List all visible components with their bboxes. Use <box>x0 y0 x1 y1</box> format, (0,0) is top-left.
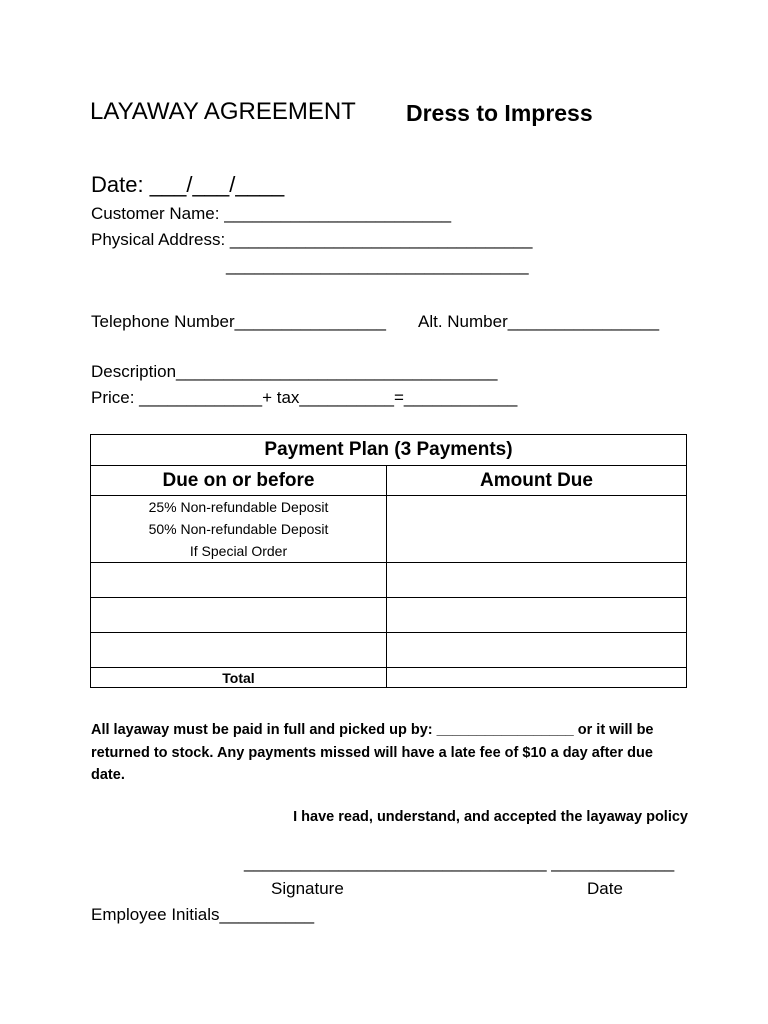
payment-plan-title: Payment Plan (3 Payments) <box>91 435 687 466</box>
amount-cell <box>387 563 687 598</box>
due-cell <box>91 633 387 668</box>
telephone-field: Telephone Number________________ <box>91 312 386 331</box>
table-row <box>91 633 687 668</box>
deposit-line: 25% Non-refundable Deposit <box>148 499 329 515</box>
customer-name-field: Customer Name: ________________________ <box>91 204 452 223</box>
policy-acceptance: I have read, understand, and accepted the layaway policy <box>293 809 688 825</box>
description-field: Description__________________________________ <box>91 362 498 381</box>
total-amount-cell <box>387 668 687 688</box>
price-field: Price: _____________+ tax__________=____________ <box>91 388 518 407</box>
deposit-cell <box>91 496 387 563</box>
address-line-2: ________________________________ <box>226 256 529 275</box>
table-row <box>91 668 687 688</box>
signature-label: Signature <box>271 879 344 898</box>
alt-number-field: Alt. Number________________ <box>418 312 660 331</box>
date-label: Date <box>587 879 623 898</box>
amount-cell <box>387 633 687 668</box>
table-row <box>91 496 687 563</box>
physical-address-field: Physical Address: ________________________________ <box>91 230 533 249</box>
employee-initials-field: Employee Initials__________ <box>91 905 315 924</box>
amount-cell <box>387 598 687 633</box>
column-header-amount: Amount Due <box>387 466 687 496</box>
due-cell <box>91 598 387 633</box>
due-cell <box>91 563 387 598</box>
layaway-policy-text: All layaway must be paid in full and picked up by: _________________ or it will be returned to stock. Any payments missed will have a late fee of $10 a day after due date. <box>91 722 654 783</box>
document-title: LAYAWAY AGREEMENT <box>90 98 356 125</box>
column-header-due: Due on or before <box>91 466 387 496</box>
deposit-line: If Special Order <box>189 543 288 559</box>
date-field: Date: ___/___/____ <box>91 172 285 197</box>
total-label: Total <box>91 668 387 688</box>
deposit-line: 50% Non-refundable Deposit <box>148 521 329 537</box>
store-name: Dress to Impress <box>406 100 593 126</box>
table-row <box>91 598 687 633</box>
payment-plan-table <box>90 434 687 688</box>
amount-cell <box>387 496 687 563</box>
signature-lines: ________________________________ _____________ <box>244 853 675 872</box>
table-row <box>91 563 687 598</box>
